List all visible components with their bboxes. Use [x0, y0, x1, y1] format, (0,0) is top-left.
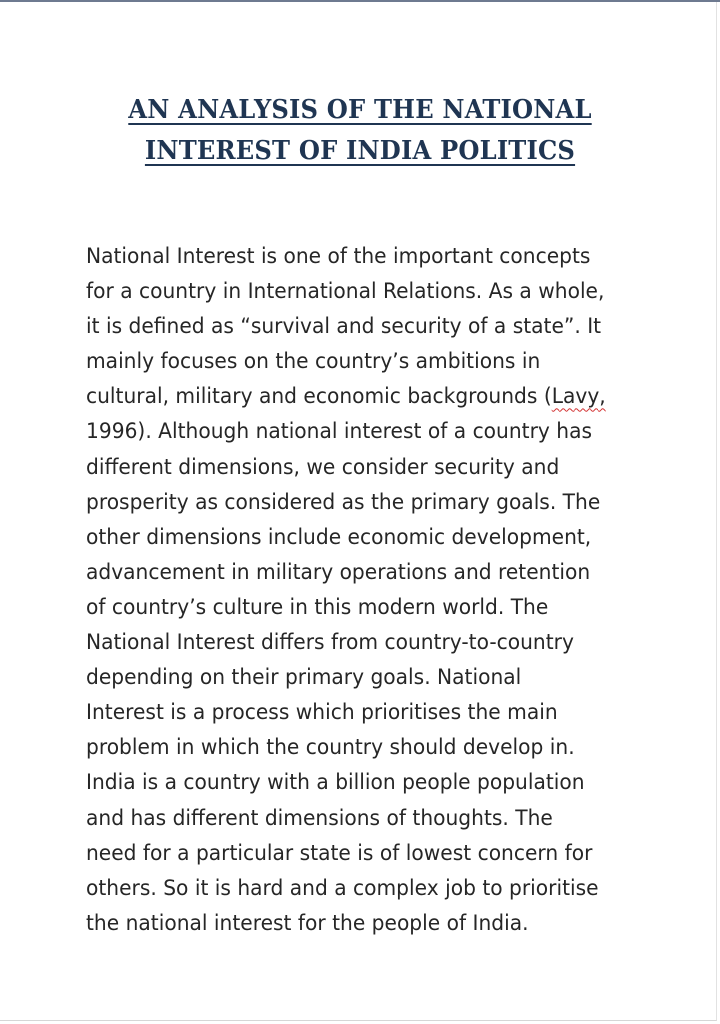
- paragraph-line: 1996). Although national interest of a country has: [86, 419, 593, 445]
- paragraph-line: the national interest for the people of India.: [86, 910, 529, 936]
- title-line: AN ANALYSIS OF THE NATIONAL: [128, 95, 592, 125]
- paragraph-line: National Interest is one of the important concepts: [86, 244, 591, 269]
- paragraph-line: different dimensions, we consider security and: [86, 454, 560, 480]
- document-title: [100, 90, 621, 172]
- paragraph-line: problem in which the country should develop in.: [86, 735, 575, 761]
- paragraph-line: India is a country with a billion people population: [86, 770, 585, 796]
- body-paragraph: [86, 239, 646, 941]
- paragraph-line: it is defined as “survival and security of a state”. It: [86, 314, 602, 340]
- paragraph-line: mainly focuses on the country’s ambitions in: [86, 349, 541, 375]
- paragraph-line: Interest is a process which prioritises the main: [86, 700, 558, 726]
- paragraph-line: [86, 379, 612, 414]
- title-line: INTEREST OF INDIA POLITICS: [144, 136, 576, 166]
- paragraph-line: others. So it is hard and a complex job to prioritise: [86, 875, 599, 901]
- paragraph-line: advancement in military operations and retention: [86, 559, 591, 585]
- paragraph-line: for a country in International Relations. As a whole,: [86, 279, 605, 305]
- document-page: [0, 2, 717, 1021]
- paragraph-line: need for a particular state is of lowest concern for: [86, 840, 593, 866]
- paragraph-line: prosperity as considered as the primary goals. The: [86, 489, 601, 515]
- spellcheck-flagged-word[interactable]: Lavy,: [551, 384, 606, 410]
- paragraph-line: other dimensions include economic development,: [86, 524, 592, 550]
- paragraph-line: and has different dimensions of thoughts. The: [86, 805, 553, 831]
- paragraph-line: depending on their primary goals. National: [86, 665, 522, 691]
- paragraph-line: National Interest differs from country-to-country: [86, 630, 574, 656]
- paragraph-line: of country’s culture in this modern world. The: [86, 594, 549, 620]
- paragraph-line-text: cultural, military and economic backgrounds (: [86, 384, 552, 410]
